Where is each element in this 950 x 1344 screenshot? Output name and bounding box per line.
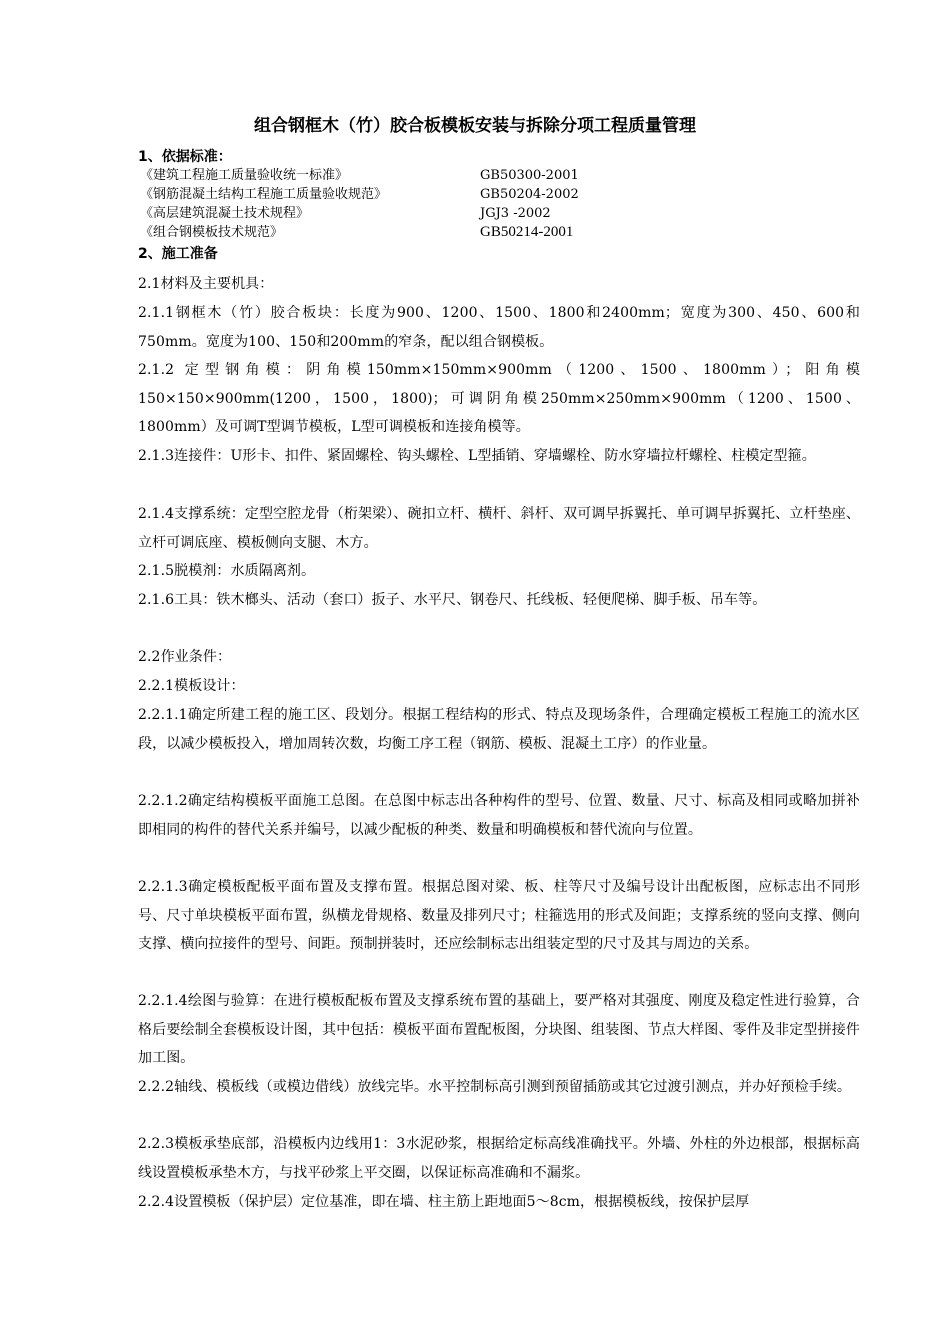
standard-name: 《高层建筑混凝土技术规程》 <box>140 206 310 221</box>
paragraph: 2.2.4设置模板（保护层）定位基准，即在墙、柱主筋上距地面5～8cm，根据模板线，按保护层厚 <box>138 1194 750 1210</box>
paragraph: 2.1.4支撑系统：定型空腔龙骨（桁架梁）、碗扣立杆、横杆、斜杆、双可调早拆翼托、单可调早拆翼托、立杆垫座、立杆可调底座、模板侧向支腿、木方。 <box>138 506 860 551</box>
paragraph: 2.2.3模板承垫底部，沿模板内边线用1：3水泥砂浆，根据给定标高线准确找平。外墙、外柱的外边根部，根据标高线设置模板承垫木方，与找平砂浆上平交圈，以保证标高准确和不漏浆。 <box>138 1136 860 1181</box>
section-2-heading: 2、施工准备 <box>138 246 218 262</box>
standard-code: JGJ3 -2002 <box>480 206 551 221</box>
standard-code: GB50300-2001 <box>480 168 579 183</box>
paragraph: 2.2.1.3确定模板配板平面布置及支撑布置。根据总图对梁、板、柱等尺寸及编号设计出配板图，应标志出不同形号、尺寸单块模板平面布置，纵横龙骨规格、数量及排列尺寸；柱箍选用的形式及间距；支撑系统的竖向支撑、侧向支撑、横向拉接件的型号、间距。预制拼装时，还应绘制标志出组装定型的尺寸及其与周边的关系。 <box>138 879 860 953</box>
document-title: 组合钢框木（竹）胶合板模板安装与拆除分项工程质量管理 <box>254 116 696 136</box>
paragraph: 2.2.2轴线、模板线（或模边借线）放线完毕。水平控制标高引测到预留插筋或其它过渡引测点，并办好预检手续。 <box>138 1079 851 1095</box>
paragraph: 2.1材料及主要机具： <box>138 276 274 292</box>
paragraph: 2.2.1.4绘图与验算：在进行模板配板布置及支撑系统布置的基础上，要严格对其强度、刚度及稳定性进行验算，合格后要绘制全套模板设计图，其中包括：模板平面布置配板图，分块图、组装图、节点大样图、零件及非定型拼接件加工图。 <box>138 993 860 1067</box>
standard-name: 《钢筋混凝土结构工程施工质量验收规范》 <box>140 187 388 202</box>
paragraph: 2.1.1钢框木（竹）胶合板块：长度为900、1200、1500、1800和2400mm；宽度为300、450、600和750mm。宽度为100、150和200mm的窄条，配以组合钢模板。 <box>138 305 860 350</box>
paragraph: 2.1.2 定型钢角模：阴角模150mm×150mm×900mm（1200、1500、1800mm）；阳角模150×150×900mm(1200，1500，1800)；可调阴角模250mm×250mm×900mm（1200、1500、1800mm）及可调T型调节模板，L型可调模板和连接角模等。 <box>138 362 860 436</box>
section-1-heading: 1、依据标准： <box>138 149 232 165</box>
paragraph: 2.2.1模板设计： <box>138 678 245 694</box>
paragraph: 2.1.3连接件：U形卡、扣件、紧固螺栓、钩头螺栓、L型插销、穿墙螺栓、防水穿墙拉杆螺栓、柱模定型箍。 <box>138 448 816 464</box>
standard-code: GB50214-2001 <box>480 224 574 240</box>
standard-name: 《组合钢模板技术规范》 <box>140 225 284 240</box>
paragraph: 2.1.6工具：铁木榔头、活动（套口）扳子、水平尺、钢卷尺、托线板、轻便爬梯、脚手板、吊车等。 <box>138 592 767 608</box>
paragraph: 2.2.1.2确定结构模板平面施工总图。在总图中标志出各种构件的型号、位置、数量、尺寸、标高及相同或略加拼补即相同的构件的替代关系并编号，以减少配板的种类、数量和明确模板和替代流向与位置。 <box>138 793 860 838</box>
paragraph: 2.2.1.1确定所建工程的施工区、段划分。根据工程结构的形式、特点及现场条件，合理确定模板工程施工的流水区段，以减少模板投入，增加周转次数，均衡工序工程（钢筋、模板、混凝土工序）的作业量。 <box>138 707 860 752</box>
standard-code: GB50204-2002 <box>480 187 579 202</box>
standard-name: 《建筑工程施工质量验收统一标准》 <box>140 168 349 183</box>
paragraph: 2.2作业条件： <box>138 649 232 665</box>
paragraph: 2.1.5脱模剂：水质隔离剂。 <box>138 563 316 579</box>
